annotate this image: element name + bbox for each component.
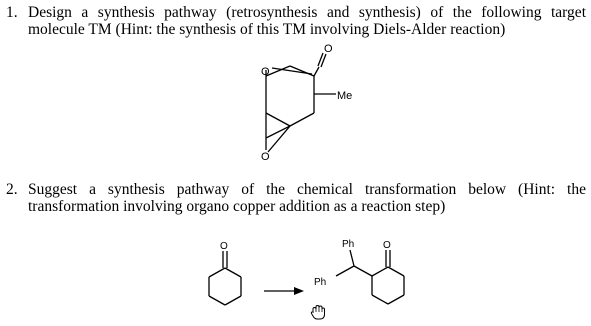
question-2-line-2: transformation involving organo copper addition as a reaction step): [28, 198, 446, 215]
product-structure: [336, 250, 404, 304]
question-1-line-1: Design a synthesis pathway (retrosynthesis and synthesis) of the following target: [28, 4, 586, 21]
question-2-line-1: Suggest a synthesis pathway of the chemical transformation below (Hint: the: [28, 181, 586, 198]
product-phenyl-top-label: Ph: [342, 239, 355, 250]
question-1-number: 1.: [6, 4, 18, 21]
question-2-number: 2.: [6, 181, 18, 198]
target-molecule-structure: [266, 53, 336, 152]
question-2: [6, 181, 586, 215]
reaction-arrow: [264, 287, 304, 295]
product-phenyl-left-label: Ph: [314, 277, 327, 288]
methyl-label: Me: [337, 90, 353, 102]
question-1-line-2: molecule TM (Hint: the synthesis of this TM involving Diels-Alder reaction): [28, 21, 506, 38]
ketone-oxygen-label: O: [324, 43, 333, 55]
hand-grab-icon: [309, 303, 327, 321]
reactant-oxygen-label: O: [220, 241, 228, 252]
lactone-ring-oxygen-label: O: [261, 66, 270, 78]
question-2-text: [28, 181, 586, 215]
product-oxygen-label: O: [383, 240, 391, 251]
reactant-cyclohexanone-structure: [209, 251, 241, 305]
epoxide-oxygen-label: O: [261, 151, 270, 163]
